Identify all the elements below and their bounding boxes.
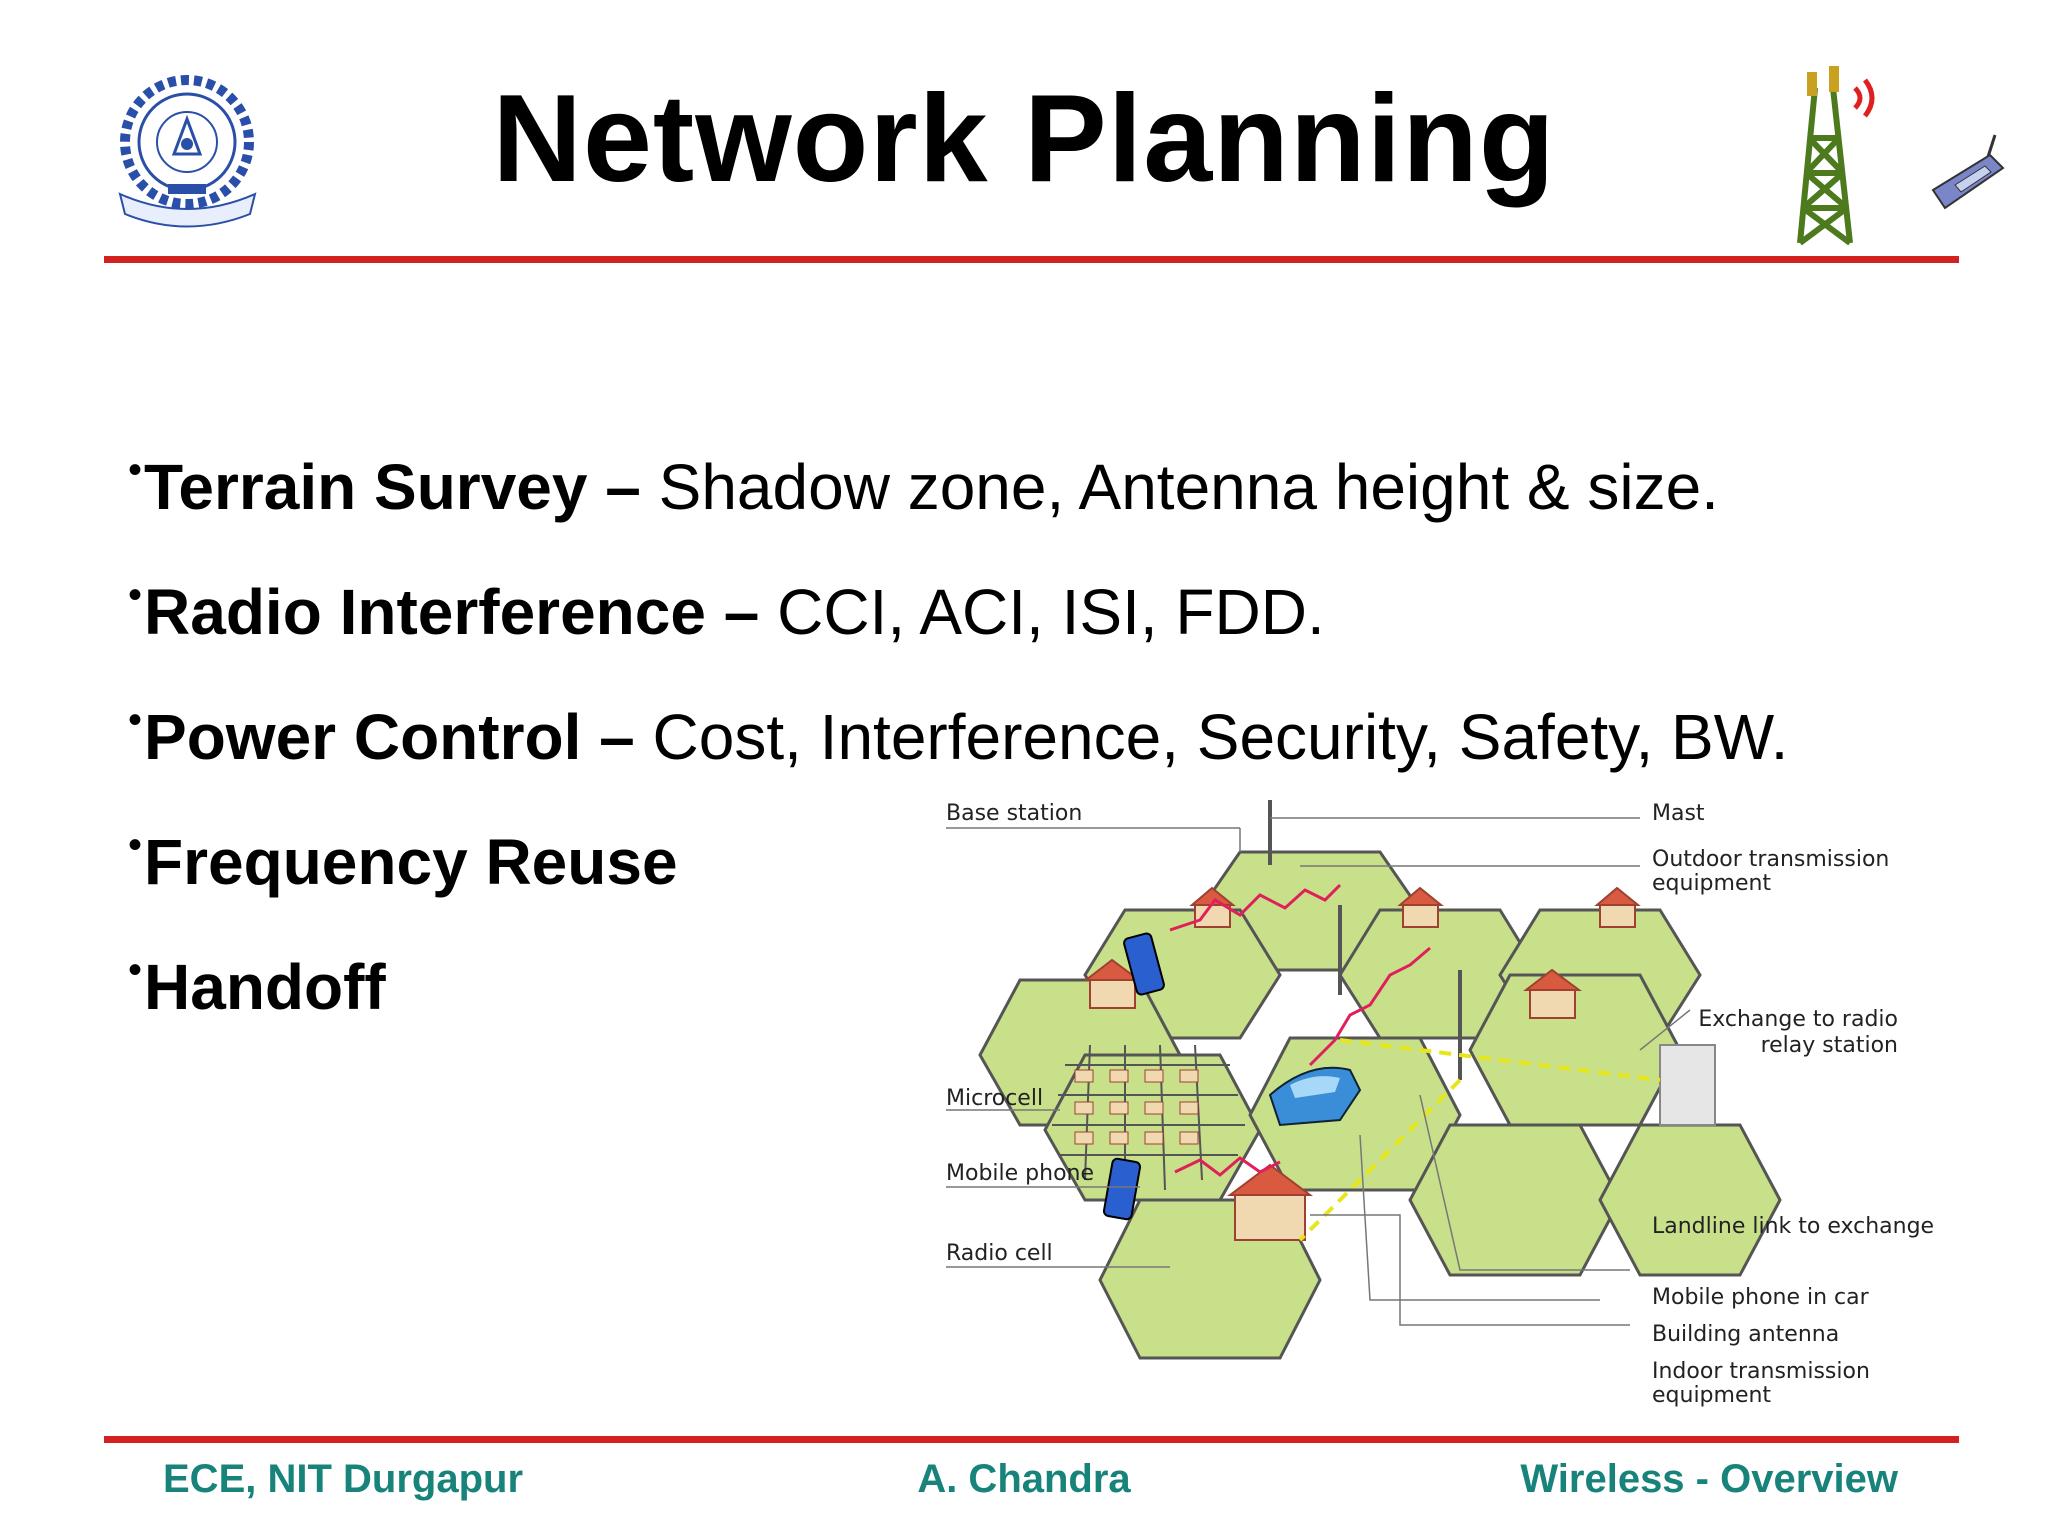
label-mobile-phone: Mobile phone <box>946 1161 1095 1186</box>
bullet-term: Power Control – <box>144 701 635 773</box>
radio-cell <box>1600 1125 1780 1275</box>
label-indoor-line2: equipment <box>1652 1383 1772 1408</box>
bullet-term: Terrain Survey – <box>144 451 641 523</box>
label-base-station: Base station <box>946 801 1083 826</box>
label-exchange-line2: relay station <box>1760 1033 1898 1058</box>
bullet-terrain-survey <box>128 425 2028 550</box>
label-radio-cell: Radio cell <box>946 1241 1053 1266</box>
label-mast: Mast <box>1652 801 1705 826</box>
footer-department: ECE, NIT Durgapur <box>163 1457 524 1501</box>
label-exchange-line1: Exchange to radio <box>1698 1007 1898 1032</box>
bullet-detail: Cost, Interference, Security, Safety, BW. <box>634 701 1789 773</box>
radio-tower-icon <box>1755 58 1885 248</box>
bullet-term: Radio Interference – <box>144 576 760 648</box>
label-outdoor-line1: Outdoor transmission <box>1652 847 1890 872</box>
label-outdoor-line2: equipment <box>1652 871 1772 896</box>
label-indoor-line1: Indoor transmission <box>1652 1359 1870 1384</box>
label-landline: Landline link to exchange <box>1652 1214 1935 1239</box>
bullet-detail: Shadow zone, Antenna height & size. <box>640 451 1719 523</box>
bullet-term: Handoff <box>144 951 386 1023</box>
slide-title: Network Planning <box>492 70 1556 208</box>
footer-divider <box>104 1436 1959 1443</box>
bullet-marker: • <box>128 823 143 867</box>
bullet-marker: • <box>128 573 143 617</box>
footer-course: Wireless - Overview <box>1520 1457 1898 1501</box>
bullet-radio-interference <box>128 550 2028 675</box>
bullet-marker: • <box>128 948 143 992</box>
label-mobile-car: Mobile phone in car <box>1652 1285 1869 1310</box>
label-microcell: Microcell <box>946 1086 1044 1111</box>
cellular-network-diagram <box>940 780 1970 1420</box>
exchange-building <box>1660 1045 1715 1125</box>
radio-cell <box>1410 1125 1620 1275</box>
bullet-term: Frequency Reuse <box>144 826 678 898</box>
footer-author: A. Chandra <box>917 1457 1131 1501</box>
bullet-detail: CCI, ACI, ISI, FDD. <box>759 576 1325 648</box>
label-building-antenna: Building antenna <box>1652 1322 1840 1347</box>
bullet-marker: • <box>128 698 143 742</box>
bullet-marker: • <box>128 448 143 492</box>
mobile-phone-icon <box>1925 130 2020 215</box>
title-divider <box>104 256 1959 263</box>
